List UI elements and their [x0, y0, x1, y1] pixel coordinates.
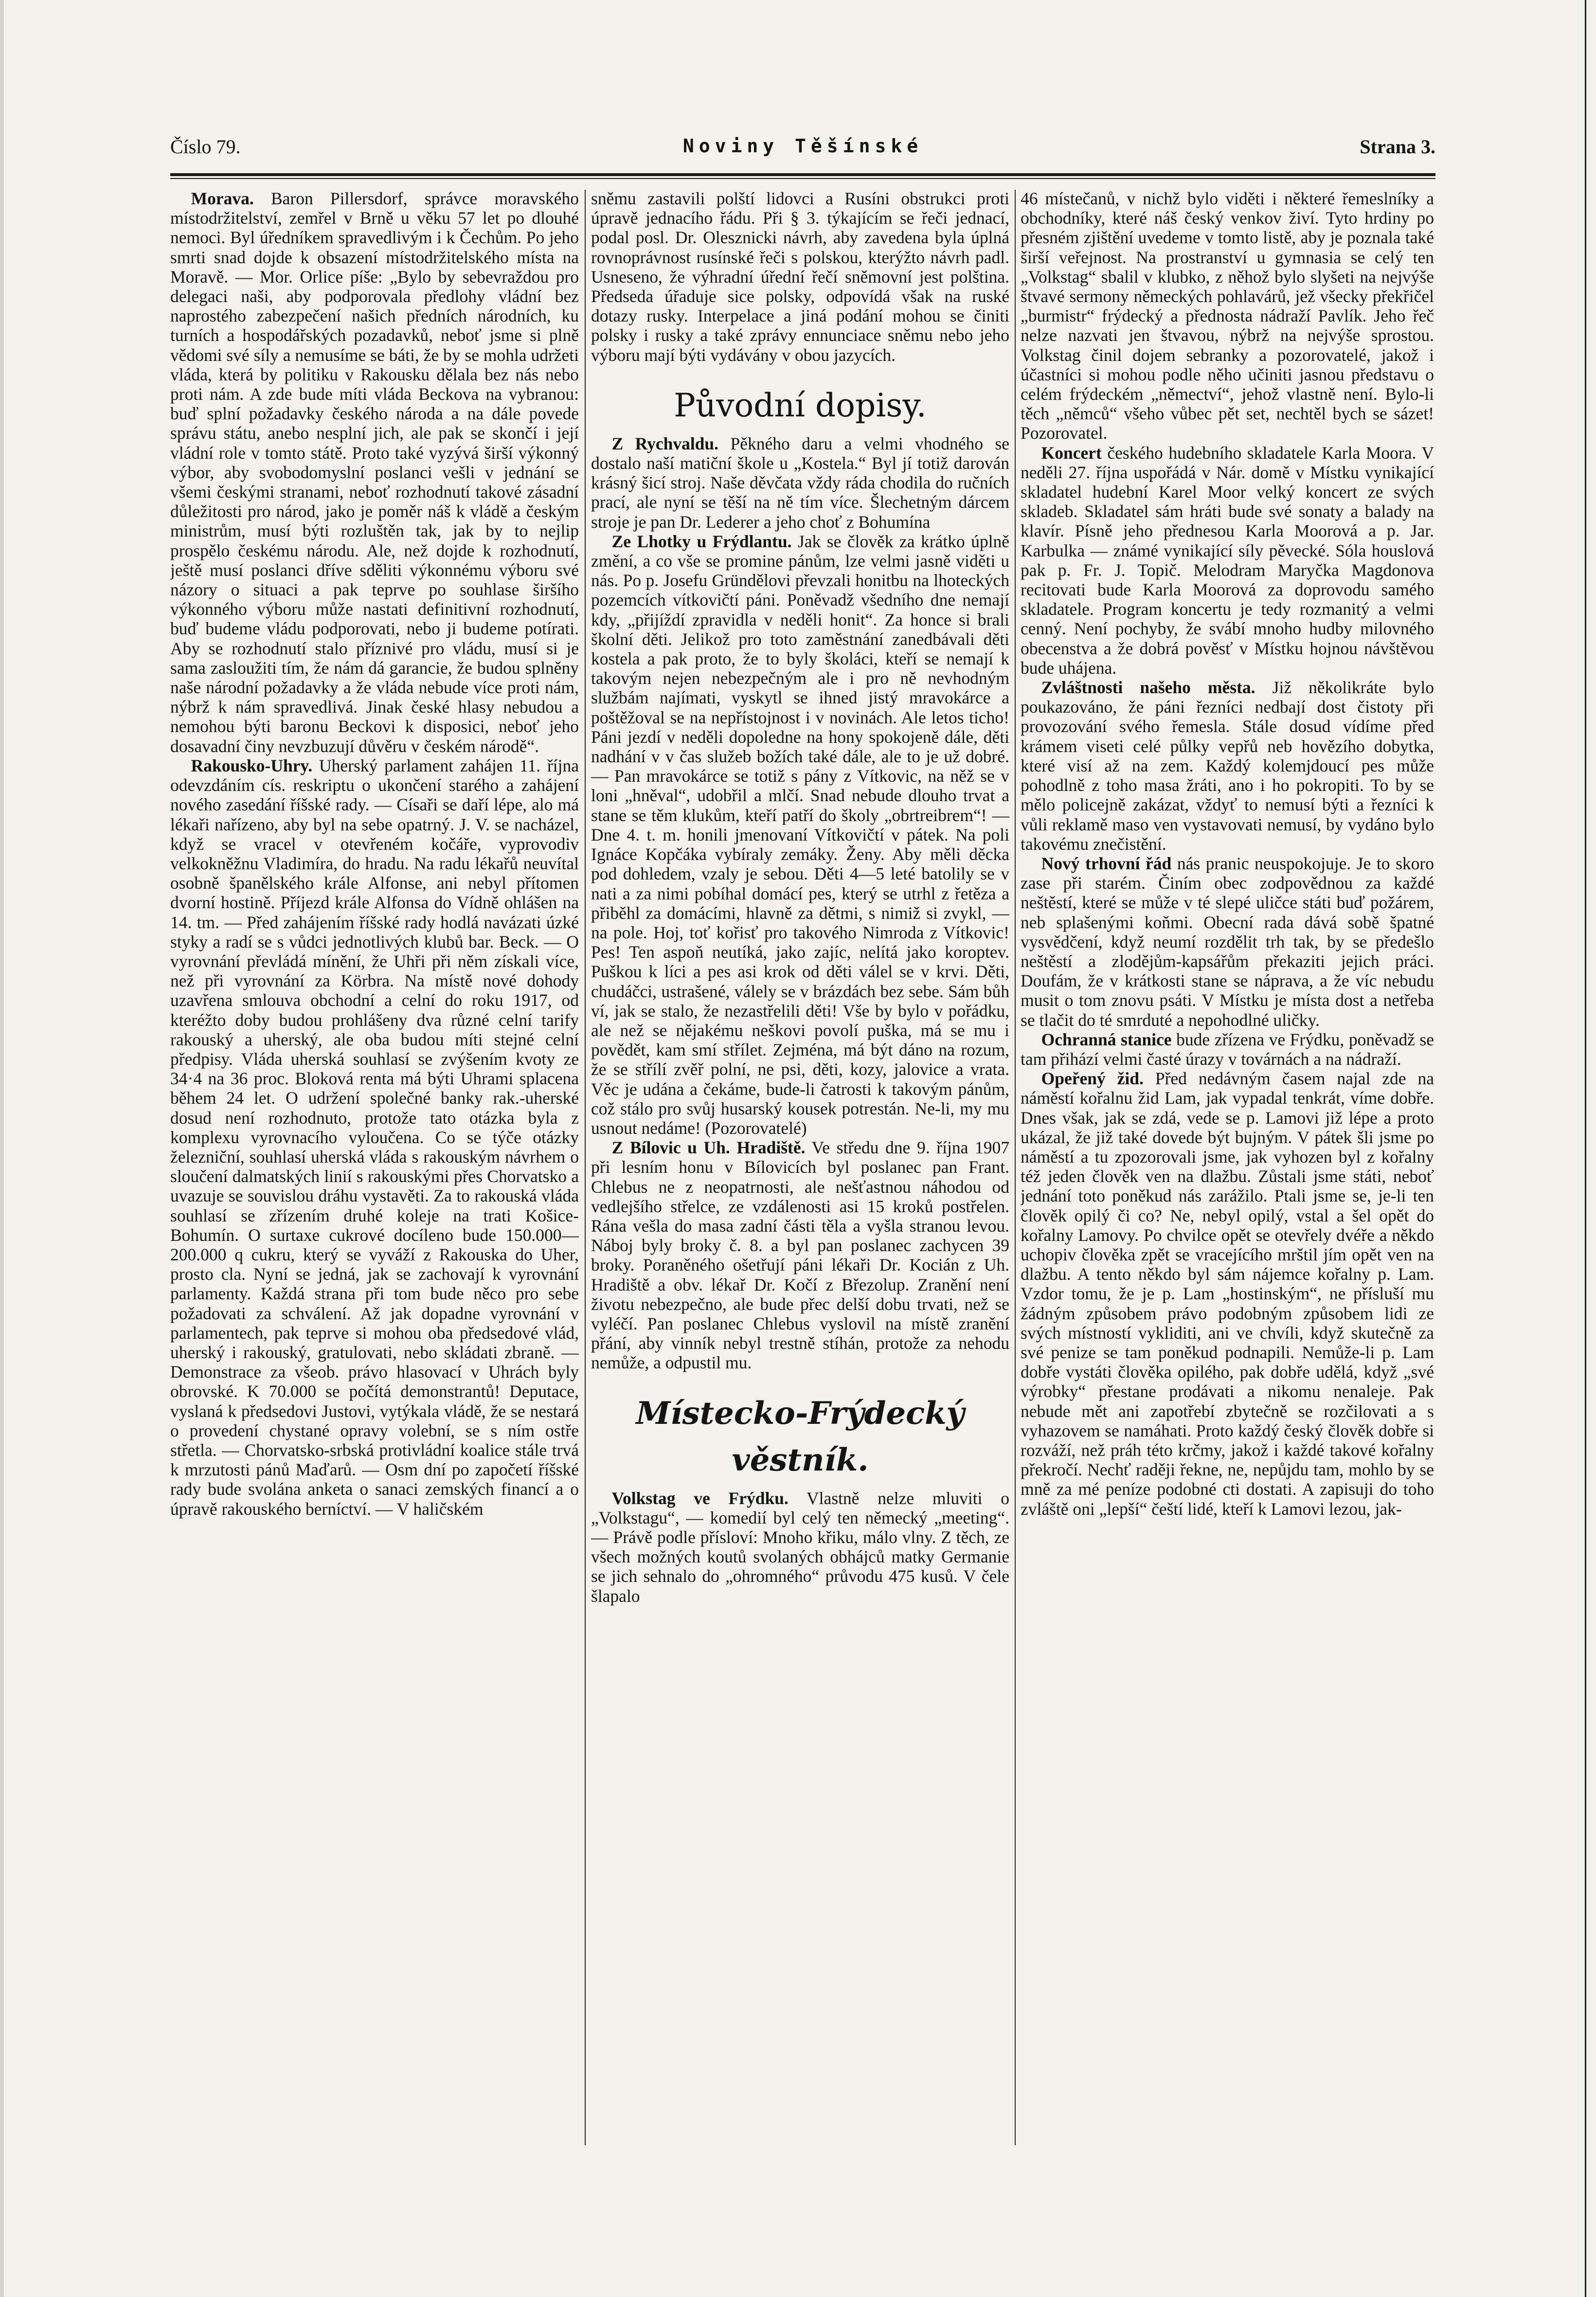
article-koncert	[1021, 443, 1434, 678]
newspaper-title: Noviny Těšínské	[682, 135, 923, 157]
column-divider-2	[1015, 190, 1016, 2145]
article-text: sněmu zastavili polští lidovci a Rusíni obstrukci proti úpravě jednacího řádu. Při § 3. týkajícím se řeči jednací, podal posl. Dr. Olesznicki návrh, aby zavedena byla úplná rovnoprávnost rusínské řeči s polskou, kterýžto návrh padl. Usneseno, že výhradní úřední řečí sněmovní jest polština. Předseda úřaduje sice polsky, odpovídá však na ruské dotazy rusky. Interpelace a jiná podání mohou se činiti polsky i rusky a také zprávy ennunciace sněmu nebo jeho výboru mají býti vydávány v obou jazycích.	[591, 189, 1009, 365]
article-rakousko-uhry	[170, 756, 579, 1519]
article-text: Pěkného daru a velmi vhodného se dostalo naší matiční škole u „Kostela.“ Byl jí totiž darován krásný šicí stroj. Naše děvčata vždy ráda chodila do ručních prací, ale nyní se těší na ně tím více. Šlechetným dárcem stroje je pan Dr. Lederer a jeho choť z Bohumína	[591, 433, 1009, 532]
page-header	[170, 131, 1435, 170]
article-trhovni-rad	[1021, 854, 1434, 1030]
article-lead: Volkstag ve Frýdku.	[611, 1488, 789, 1508]
article-lhotka	[591, 532, 1009, 1138]
page-number: Strana 3.	[1360, 136, 1435, 158]
issue-number: Číslo 79.	[170, 136, 241, 158]
article-lead: Rakousko-Uhry.	[191, 755, 313, 775]
article-opereny-zid	[1021, 1069, 1434, 1519]
article-bilovice	[591, 1138, 1009, 1372]
article-lead: Zvláštnosti našeho města.	[1041, 678, 1255, 698]
article-morava	[170, 189, 579, 756]
article-text: nás pranic neuspokojuje. Je to skoro zase při starém. Činím obec zodpovědnou za každé neštěstí, které se může v té slepé uličce státi buď požárem, neb splašenými koňmi. Obecní rada dává sobě špatné vysvědčení, když neumí rozdělit trh tak, by se předešlo neštěstí a zlodějům-kapsářům překaziti jejich práci. Doufám, že v krátkosti stane se náprava, a že víc nebudu musit o tom znovu psáti. V Místku je místa dost a netřeba se tlačit do té smrduté a nepohodlné uličky.	[1021, 853, 1434, 1030]
column-3	[1021, 189, 1434, 2144]
article-lead: Ochranná stanice	[1041, 1029, 1172, 1049]
scan-edge-left	[0, 0, 4, 2297]
column-2	[591, 189, 1009, 2144]
column-1	[170, 189, 579, 2144]
article-lead: Z Bílovic u Uh. Hradiště.	[611, 1138, 806, 1158]
article-text: českého hudebního skladatele Karla Moora. V neděli 27. října uspořádá v Nár. domě v Místku vynikající skladatel hudební Karel Moor velký koncert ze svých skladeb. Skladatel sám hráti bude své sonaty a balady na klavír. Písně jeho přednesou Karla Moorová a p. Jar. Karbulka — známé vynikající síly pěvecké. Sóla houslová pak p. Fr. J. Topič. Melodram Maryčka Magdonova recitovati bude Karla Moorová za doprovodu samého skladatele. Program koncertu je tedy rozmanitý a velmi cenný. Není pochyby, že svábí mnoho hudby milovného obecenstva a že dobrá pověsť v Místku hojnou návštěvou bude uhájena.	[1021, 443, 1434, 678]
article-text: Uherský parlament zahájen 11. října odevzdáním cís. reskriptu o ukončení starého a zahájení nového zasedání říšské rady. — Císaři se daří lépe, alo má lékaři nařízeno, aby byl na sebe opatrný. J. V. se nacházel, když se vracel v otevřeném kočáře, vyprovodiv velkokněžnu Vladimíra, do hradu. Na radu lékařů neuvítal osobně španělského krále Alfonse, ani nebyl přítomen dvorní hostině. Příjezd krále Alfonsa do Vídně ohlášen na 14. tm. — Před zahájením říšské rady hodlá navázati úzké styky a radí se s vůdci jednotlivých klubů bar. Beck. — O vyrovnání převládá mínění, že Uhři při něm získali více, než při vyrovnání za Körbra. Na místě nové dohody uzavřena smlouva obchodní a celní do roku 1917, od kteréžto doby budou prohlášeny dva různé celní tarify rakouský a uherský, ale oba budou míti stejné celní předpisy. Vláda uherská souhlasí se zvýšením kvoty ze 34·4 na 36 proc. Bloková renta má býti Uhrami splacena během 24 let. O udržení společné banky rak.-uherské dosud není rozhodnuto, protože tato otázka byla z komplexu vyrovnacího vyloučena. Co se týče otázky železniční, souhlasí uherská vláda s rakouským návrhem o sloučení dalmatských linií s rakouskými přes Chorvatsko a uvazuje se souvislou dráhu vystavěti. Za to rakouská vláda souhlasí se zřízením druhé koleje na trati Košice-Bohumín. O surtaxe cukrové docíleno bude 150.000—200.000 q cukru, který se vyváží z Rakouska do Uher, prosto cla. Nyní se jedná, jak se zachovají k vyrovnání parlamenty. Každá strana při tom bude něco pro sebe požadovati za schválení. Až jak dopadne vyrovnání v parlamentech, pak teprve si mohou oba předsedové vlád, uherský i rakouský, gratulovati, nebo skládati zbraně. — Demonstrace za všeob. právo hlasovací v Uhrách byly obrovské. K 70.000 se počítá demonstrantů! Deputace, vyslaná k předsedovi Justovi, vytýkala vládě, že se nestará o provedení chystané opravy volební, se s ním ostře střetla. — Chorvatsko-srbská protivládní koalice stále trvá k mrzutosti pánů Maďarů. — Osm dní po započetí říšské rady bude svolána anketa o sanaci zemských financí a o úpravě rakouského berníctví. — V haličském	[170, 755, 579, 1519]
article-text: Před nedávným časem najal zde na náměstí kořalnu žid Lam, jak vypadal tenkrát, víme dobře. Dnes však, jak se zdá, vede se p. Lamovi již lépe a proto ukázal, že již také dovede být bujným. V pátek šli jsme po náměstí a tu zpozorovali jsme, jak vyhozen byl z kořalny též jeden člověk ven na dlažbu. Zůstali jsme státi, neboť jednání toto poněkud nás zarážilo. Ptali jsme se, je-li ten člověk opilý či co? Ne, nebyl opilý, vstal a šel opět do kořalny Lamovy. Po chvilce opět se otevřely dvéře a někdo uchopiv člověka zpět se vracejícího mrštil jím opět ven na dlažbu. A tento někdo byl sám nájemce kořalny p. Lam. Vzdor tomu, že je p. Lam „hostinským“, ne přísluší mu žádným způsobem právo podobným způsobem lidi ze svých místností vykliditi, ani ve chvíli, když skutečně za své penize se tam poněkud podnapili. Nemůže-li p. Lam dobře vystáti člověka opilého, pak dobře udělá, když „své výrobky“ přestane prodávati a nikomu nenaleje. Pak nebude mět ani zapotřebí zbytečně se rozčilovati a s vyhazovem se namáhati. Proto každý český člověk dobře si rozváží, než práh této krčmy, jakož i každé takové kořalny překročí. Nechť raději řekne, ne, nepůjdu tam, mohlo by se mně za mé peníze podobné cti dostati. A zapisuji do toho zvláště oni „lepší“ čeští lidé, kteří k Lamovi lezou, jak-	[1021, 1069, 1434, 1519]
scan-edge-right	[1585, 0, 1586, 2297]
article-text: Vlastně nelze mluviti o „Volkstagu“, — komedií byl celý ten německý „meeting“. — Právě podle přísloví: Mnoho křiku, málo vlny. Z těch, ze všech možných koutů svolaných obhájců matky Germanie se jich sehnalo do „ohromného“ průvodu 475 kusů. V čele šlapalo	[591, 1488, 1009, 1606]
header-rule-thin	[170, 178, 1435, 179]
column-divider-1	[585, 190, 586, 2145]
article-lead: Opeřený žid.	[1041, 1069, 1144, 1089]
article-text: 46 místečanů, v nichž bylo viděti i některé řemeslníky a obchodníky, které náš český venkov živí. Tyto hrdiny po přesném zjištění uvedeme v tomto listě, aby je poznala také širší veřejnost. Na prostranství u gymnasia se celý ten „Volkstag“ sbalil v klubko, z něhož bylo slyšeti na nejvýše štvavé sermony německých pohlavárů, jež všecky překřičel „burmistr“ frýdecký a přednosta nádraží Pavlík. Jeho řeč nelze nazvati jen štvavou, nýbrž na nejvýše sprostou. Volkstag činil dojem sebranky a pozorovatelé, jakož i účastníci si mohou podle něho učiniti jasnou představu o celém frýdeckém „němectví“, jehož vlastně není. Bylo-li těch „němců“ všeho vůbec pět set, nechtěl bych se sázet! Pozorovatel.	[1021, 189, 1434, 443]
article-ochranna-stanice	[1021, 1030, 1434, 1069]
article-continuation	[1021, 189, 1434, 443]
article-zvlastnosti	[1021, 678, 1434, 854]
article-lead: Nový trhovní řád	[1041, 853, 1172, 873]
article-volkstag	[591, 1489, 1009, 1606]
article-text: Baron Pillersdorf, správce moravského místodržitelství, zemřel v Brně u věku 57 let po dlouhé nemoci. Byl úředníkem spravedlivým i k Čechům. Po jeho smrti snad dojde k obsazení místodržitelského místa na Moravě. — Mor. Orlice píše: „Bylo by sebevraždou pro delegaci naši, aby podporovala předlohy vládní bez naprostého zabezpečení našich předních národních, ku turních a hospodářských pozadavků, neboť jsme si plně vědomi své síly a nemusíme se báti, že by se mohla udržeti vláda, která by politiku v Rakousku dělala bez nás nebo proti nám. A zde bude míti vláda Beckova na vybranou: buď splní požadavky českého národa a na dále povede správu státu, anebo nesplní jich, ale pak se skončí i její vládní role v tomto státě. Proto také vyzývá širší výkonný výbor, aby svobodomyslní poslanci vešli v jednání se všemi českými stranami, neboť rozhodnutí takové zásadní důležitosti pro národ, jako je poměr náš k vládě a českým ministrům, musí býti rozluštěn tak, jak by to nejlip prospělo českému národu. Ale, než dojde k rozhodnutí, ještě musí poslanci dříve sděliti výkonnému výboru své názory o situaci a pak teprve po souhlase širšího výkonného výboru může nastati definitivní rozhodnutí, buď budeme vládu podporovati, nebo ji budeme potírati. Aby se rozhodnutí stalo příznivé pro vládu, musí si je sama zasloužiti tím, že nám dá garancie, že budou splněny naše národní požadavky a že vláda nebude více proti nám, nýbrž k nám spravedlivá. Jinak české hlasy nebudou a nemohou býti baronu Beckovi k disposici, neboť jeho dosavadní činy nevzbuzují důvěru v českém národě“.	[170, 189, 579, 756]
section-heading-puvodni-dopisy: Původní dopisy.	[674, 386, 927, 424]
section-heading-mistecko-frydecky-vestnik: Místecko-Frýdecký věstník.	[636, 1395, 965, 1478]
article-lead: Ze Lhotky u Frýdlantu.	[611, 531, 792, 551]
article-text: bude zřízena ve Frýdku, poněvadž se tam přihází velmi časté úrazy v továrnách a na nádraží.	[1021, 1029, 1434, 1069]
header-rule	[170, 173, 1435, 176]
article-text: Již několikráte bylo poukazováno, že páni řezníci nedbají dost čistoty při provozování svého řemesla. Stále dosud vídíme před krámem viseti celé půlky vepřů neb hovězího dobytka, které visí až na zem. Každý kolemjdoucí pes může pohodlně z toho masa žráti, ano i ho pokropiti. To by se mělo policejně zakázat, vždyť to nemusí býti a řezníci k vůli reklamě maso ven vystavovati nemusí, by vydáno bylo takovému znečistění.	[1021, 678, 1434, 854]
article-continuation	[591, 189, 1009, 365]
article-lead: Morava.	[191, 189, 254, 208]
article-lead: Z Rychvaldu.	[611, 433, 719, 453]
article-lead: Koncert	[1041, 443, 1102, 463]
article-text: Jak se člověk za krátko úplně změní, a co vše se promine pánům, lze velmi jasně viděti u nás. Po p. Josefu Gründělovi převzali honitbu na lhoteckých pozemcích vítkovičtí páni. Poněvadž všedního dne nemají kdy, „přijíždí zpravidla v neděli honit“. Za honce si brali školní děti. Jelikož pro toto zaměstnání zanedbávali děti kostela a pak proto, že to byly školáci, kteří se nemají k takovým nejen nebezpečným ale i pro ně nevhodným službám najímati, vyskytl se ihned jistý mravokárce a poštěžoval se na nepřístojnost i v novinách. Ale letos ticho! Páni jezdí v neděli dopoledne na hony spokojeně dále, děti nadhání v v čas služeb božích také dále, ale to je už dobré. — Pan mravokárce se totiž s pány z Vítkovic, na něž se v loni „hněval“, udobřil a mlčí. Snad nebude dlouho trvat a stane se těm klukům, kteří patří do školy „obrtreibrem“! — Dne 4. t. m. honili jmenovaní Vítkovičtí v pátek. Na poli Ignáce Kopčáka vybíraly zemáky. Ženy. Aby měli děcka pod dohledem, vzaly je sebou. Děti 4—5 leté batolily se v nati a za nimi pobíhal domácí pes, který se utrhl z řetěza a přiběhl za domácími, hlavně za dětmi, s nimiž si zvykl, — na pole. Hoj, toť kořisť pro takového Nimroda z Vítkovic! Pes! Ten aspoň neutíká, jako zajíc, nelítá jako koroptev. Puškou k líci a pes asi krok od děti válel se v krvi. Děti, chudáčci, ustrašené, válely se v brázdách bez sebe. Sám bůh ví, jak se stalo, že nezastřelili děti! Vše by bylo v pořádku, ale než se nějakému neškovi povolí puška, má se mu i povědět, kam smí střílet. Zejména, má být dáno na rozum, že se střílí zvěř polní, ne psi, děti, kozy, jalovice a vrata. Věc je udána a čekáme, bude-li čatrosti k takovým pánům, což stálo pro svůj husarský kousek potrestán. Ne-li, my mu usnout nedáme! (Pozorovatelé)	[591, 531, 1009, 1138]
article-text: Ve středu dne 9. října 1907 při lesním honu v Bílovicích byl poslanec pan Frant. Chlebus ne z neopatrnosti, ale nešťastnou náhodou od vedlejšího střelce, ze vzdálenosti asi 15 kroků postřelen. Rána vešla do masa zadní části těla a vyšla stranou levou. Náboj byly broky č. 8. a byl pan poslanec zachycen 39 broky. Poraněného ošetřují páni lékaři Dr. Kocián z Uh. Hradiště a obv. lékař Dr. Kočí z Březolup. Zranění není životu nebezpečno, ale bude přec delší dobu trvati, než se vyléčí. Pan poslanec Chlebus vyslovil na místě zranění přání, aby vinník nebyl trestně stíhán, protože za nehodu nemůže, a odpustil mu.	[591, 1138, 1009, 1373]
article-rychvald	[591, 434, 1009, 532]
